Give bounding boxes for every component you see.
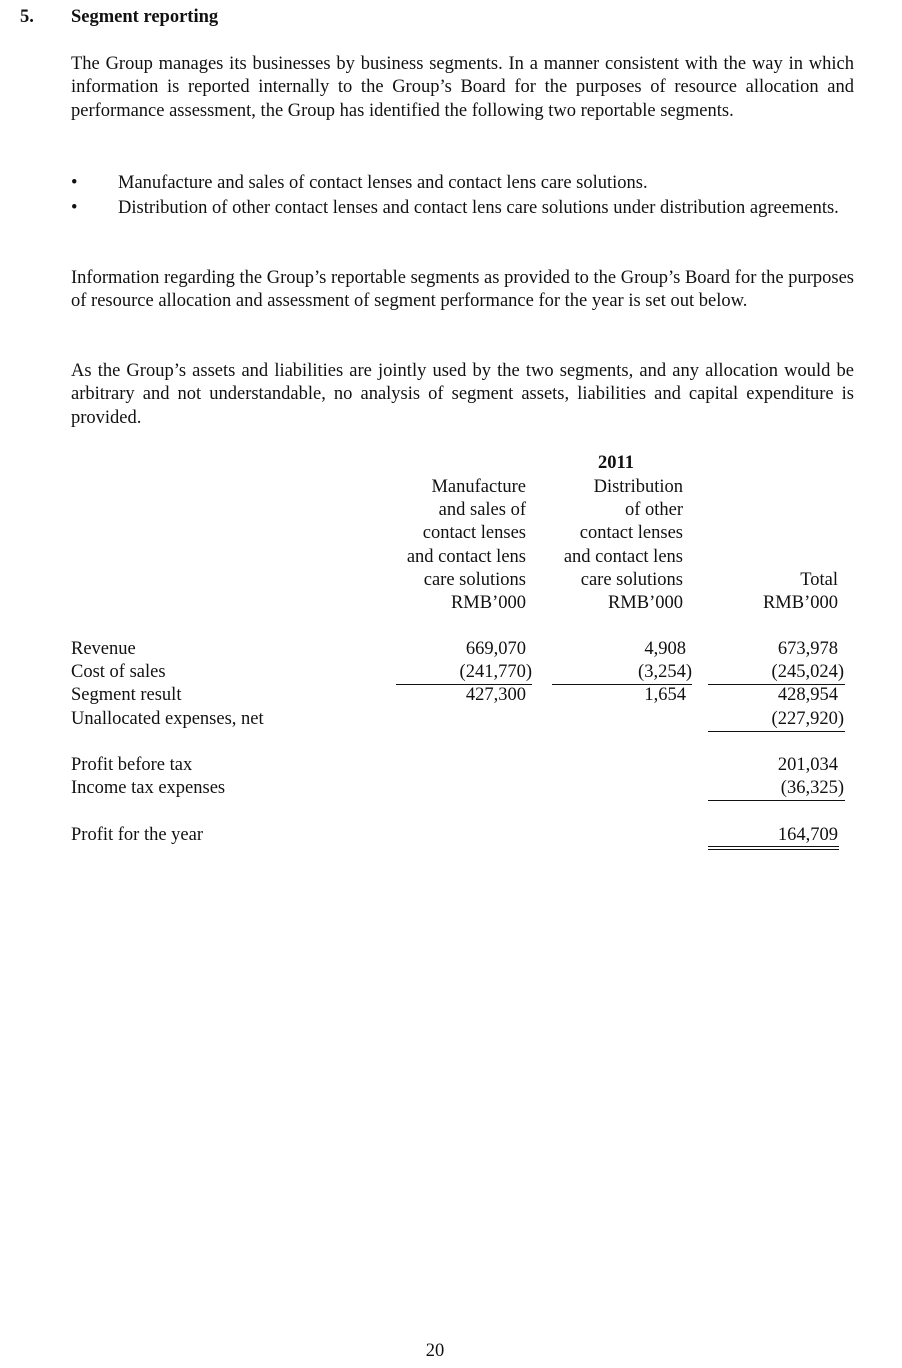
- total-double-rule-bottom: [708, 849, 839, 850]
- segment-list: [71, 172, 854, 221]
- row-label-income-tax: Income tax expenses: [71, 778, 226, 798]
- table-cell: (241,770): [459, 662, 532, 682]
- column-header-distribution: Distribution of other contact lenses and contact lens care solutions RMB’000: [563, 477, 683, 614]
- table-cell: (36,325): [780, 778, 844, 798]
- list-item: [71, 172, 854, 195]
- section-title: Segment reporting: [71, 7, 219, 27]
- table-cell: 669,070: [465, 639, 526, 659]
- table-cell: 1,654: [644, 685, 686, 705]
- table-cell: 427,300: [465, 685, 526, 705]
- page-number: 20: [425, 1341, 445, 1361]
- segment-info-paragraph: Information regarding the Group’s reportable segments as provided to the Group’s Board for the purposes of resource allocation and assessment of segment performance for the year is set out below.: [71, 268, 854, 312]
- table-cell: 164,709: [777, 825, 838, 845]
- column-header-total: Total RMB’000: [762, 570, 838, 614]
- table-cell: 201,034: [777, 755, 838, 775]
- row-label-cost-of-sales: Cost of sales: [71, 662, 166, 682]
- table-year: 2011: [598, 453, 634, 473]
- row-label-revenue: Revenue: [71, 639, 136, 659]
- row-label-profit-before-tax: Profit before tax: [71, 755, 193, 775]
- table-cell: (227,920): [771, 709, 844, 729]
- column-header-manufacture: Manufacture and sales of contact lenses and contact lens care solutions RMB’000: [406, 477, 526, 614]
- row-label-unallocated-expenses: Unallocated expenses, net: [71, 709, 264, 729]
- table-cell: 673,978: [777, 639, 838, 659]
- row-label-segment-result: Segment result: [71, 685, 182, 705]
- bullet-icon: •: [71, 173, 78, 193]
- section-number: 5.: [20, 7, 34, 27]
- table-cell: 4,908: [644, 639, 686, 659]
- subtotal-rule: [708, 800, 845, 801]
- total-double-rule-top: [708, 846, 839, 847]
- intro-paragraph: The Group manages its businesses by business segments. In a manner consistent with the way in which information is reported internally to the Group’s Board for the purposes of resource allocation and performance assessment, the Group has identified the following two reportable segments.: [71, 54, 854, 121]
- table-cell: 428,954: [777, 685, 838, 705]
- list-item-text: Manufacture and sales of contact lenses and contact lens care solutions.: [118, 173, 648, 193]
- table-cell: (245,024): [771, 662, 844, 682]
- row-label-profit-for-year: Profit for the year: [71, 825, 204, 845]
- list-item-text: Distribution of other contact lenses and contact lens care solutions under distribution agreements.: [118, 198, 839, 219]
- list-item: [71, 197, 854, 220]
- subtotal-rule: [708, 731, 845, 732]
- assets-paragraph: As the Group’s assets and liabilities are jointly used by the two segments, and any allocation would be arbitrary and not understandable, no analysis of segment assets, liabilities and capital expenditure is provided.: [71, 361, 854, 428]
- table-cell: (3,254): [638, 662, 692, 682]
- bullet-icon: •: [71, 198, 78, 219]
